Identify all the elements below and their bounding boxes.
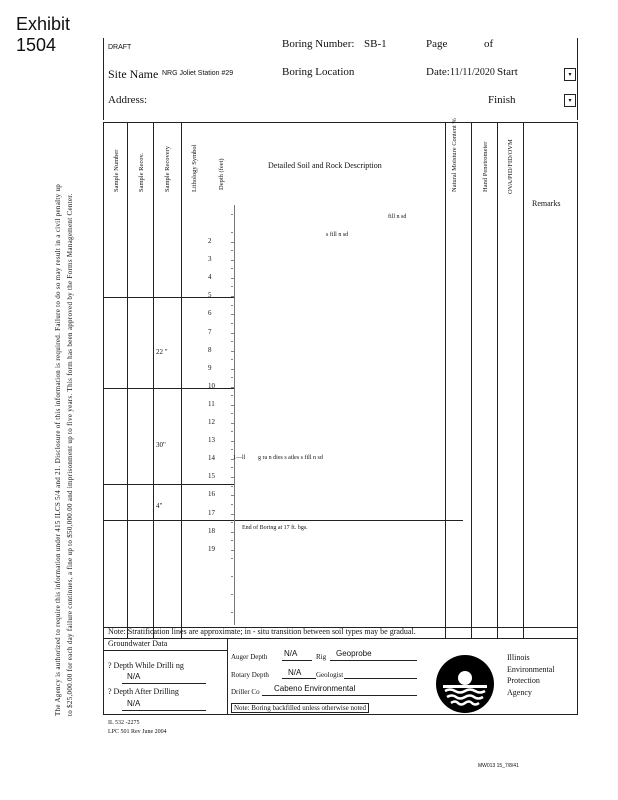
depth-label: 13 [208, 436, 215, 445]
legal-notice-line-1: The Agency is authorized to require this information under 415 ILCS 5/4 and 21. Disclosure of this information is required. Failure to do so may result in a civil penalty up [54, 183, 62, 716]
rig-value[interactable]: Geoprobe [336, 649, 372, 658]
document-id: MW013 15_7/8/41 [478, 763, 519, 769]
depth-minor-tick [231, 486, 233, 487]
col-sep-3 [181, 122, 182, 638]
depth-tick [231, 278, 234, 279]
header-sample-recov: Sample Recov. [138, 153, 145, 192]
sample-row-line-3 [103, 484, 235, 485]
depth-minor-tick [231, 594, 233, 595]
depth-minor-tick [231, 323, 233, 324]
header-left-border [103, 38, 104, 120]
depth-tick [231, 477, 234, 478]
log-lithology-row-14: 1—ll [233, 455, 246, 461]
header-moisture: Natural Moisture Content % [451, 118, 458, 192]
site-name-value[interactable]: NRG Joliet Station #29 [162, 70, 234, 77]
rig-label: Rig [316, 653, 327, 661]
depth-tick [231, 296, 234, 297]
stratification-note: Note: Stratification lines are approximate; in - situ transition between soil types may be gradual. [108, 627, 416, 636]
depth-label: 18 [208, 526, 215, 535]
header-remarks: Remarks [532, 199, 561, 208]
depth-tick [231, 369, 234, 370]
depth-minor-tick [231, 540, 233, 541]
sample-row-line-1 [103, 297, 235, 298]
depth-label: 17 [208, 508, 215, 517]
end-of-boring-note: End of Boring at 17 ft. bgs. [242, 525, 308, 531]
log-desc-row-2: s fill n sd [326, 232, 349, 238]
form-code-1: IL 532 -2275 [108, 720, 140, 726]
col-sep-2 [153, 122, 154, 638]
depth-label: 3 [208, 255, 212, 264]
exhibit-label [16, 14, 70, 56]
note-bottom-border [103, 638, 578, 639]
boring-number-label: Boring Number: [282, 38, 355, 50]
col-sep-5 [471, 122, 472, 638]
depth-minor-tick [231, 286, 233, 287]
agency-name [507, 652, 555, 698]
exhibit-number: 1504 [16, 35, 57, 55]
header-right-border [577, 38, 578, 120]
depth-tick [231, 550, 234, 551]
depth-minor-tick [231, 268, 233, 269]
agency-line-3: Protection [507, 676, 540, 685]
depth-label: 9 [208, 363, 212, 372]
depth-minor-tick [231, 359, 233, 360]
auger-underline [282, 660, 312, 661]
depth-minor-tick [231, 504, 233, 505]
auger-depth-label: Auger Depth [231, 653, 268, 661]
depth-minor-tick [231, 232, 233, 233]
col-sep-7 [523, 122, 524, 638]
depth-tick [231, 242, 234, 243]
site-name-label: Site Name [108, 67, 159, 81]
col-sep-4 [445, 122, 446, 638]
depth-tick [231, 532, 234, 533]
depth-tick [231, 333, 234, 334]
depth-minor-tick [231, 449, 233, 450]
depth-label: 11 [208, 399, 215, 408]
depth-label: 2 [208, 237, 212, 245]
depth-after-drilling-label: ? Depth After Drilling [108, 687, 179, 696]
illinois-epa-logo-icon [435, 654, 495, 714]
dad-underline [122, 710, 206, 711]
depth-minor-tick [231, 214, 233, 215]
of-label: of [484, 38, 494, 50]
finish-label: Finish [488, 94, 516, 106]
depth-label: 4 [208, 273, 212, 282]
dwd-underline [122, 683, 206, 684]
depth-label: 8 [208, 345, 212, 354]
log-left-border [103, 122, 104, 638]
depth-minor-tick [231, 395, 233, 396]
depth-tick [231, 405, 234, 406]
header-ova: OVA/PID/FID/OVM [507, 139, 514, 194]
depth-label: 10 [208, 381, 215, 390]
depth-minor-tick [231, 576, 233, 577]
driller-value[interactable]: Cabeno Environmental [274, 684, 356, 693]
geologist-label: Geologist [316, 671, 344, 679]
depth-minor-tick [231, 341, 233, 342]
header-sample-number: Sample Number [113, 149, 120, 192]
depth-minor-tick [231, 250, 233, 251]
header-depth: Depth (feet) [218, 158, 225, 190]
date-value[interactable]: 11/11/2020 [450, 67, 495, 78]
boring-number-value: SB-1 [364, 38, 387, 50]
agency-line-2: Environmental [507, 664, 555, 674]
depth-label: 14 [208, 454, 215, 463]
rotary-depth-label: Rotary Depth [231, 671, 269, 679]
groundwater-label: Groundwater Data [108, 639, 168, 648]
depth-label: 7 [208, 327, 212, 336]
date-label: Date: [426, 66, 450, 78]
rig-underline [330, 660, 417, 661]
col-sep-1 [127, 122, 128, 638]
end-boring-line [103, 520, 463, 521]
depth-while-drilling-label: ? Depth While Drilli ng [108, 661, 184, 670]
rotary-underline [282, 678, 316, 679]
depth-minor-tick [231, 467, 233, 468]
legal-notice-line-2: to $25,000.00 for each day failure continues, a fine up to $50,000.00 and imprisonment up to five years. This form has been approved by the Forms Management Center. [66, 193, 74, 716]
agency-line-1: Illinois [507, 653, 530, 662]
sample-row-line-2 [103, 388, 235, 389]
footer-groundwater-sep [227, 638, 228, 714]
address-label: Address: [108, 94, 148, 106]
depth-minor-tick [231, 522, 233, 523]
backfill-note: Note: Boring backfilled unless otherwise noted [231, 703, 369, 713]
depth-ruler [234, 205, 235, 625]
depth-label: 5 [208, 291, 212, 300]
start-label: Start [497, 66, 518, 78]
log-desc-row-14: g ra n dies s atles s fill n sd [258, 455, 323, 461]
depth-label: 16 [208, 490, 215, 499]
depth-tick [231, 514, 234, 515]
form-code-2: LPC 501 Rev June 2004 [108, 729, 167, 735]
depth-minor-tick [231, 413, 233, 414]
draft-label: DRAFT [108, 44, 132, 51]
depth-tick [231, 351, 234, 352]
start-dropdown-icon[interactable]: ▾ [564, 68, 576, 81]
depth-minor-tick [231, 305, 233, 306]
groundwater-underline [103, 650, 227, 651]
sample-recovery-2: 30" [156, 441, 166, 449]
exhibit-title: Exhibit [16, 14, 71, 34]
geologist-underline [344, 678, 417, 679]
depth-label: 15 [208, 472, 215, 481]
auger-depth-value[interactable]: N/A [284, 649, 298, 658]
finish-dropdown-icon[interactable]: ▾ [564, 94, 576, 107]
depth-tick [231, 260, 234, 261]
depth-while-drilling-value[interactable]: N/A [127, 672, 141, 681]
header-penetrometer: Hand Penetrometer [482, 141, 489, 192]
log-top-border [103, 122, 578, 123]
sample-recovery-1: 22 " [156, 348, 168, 356]
depth-label: 6 [208, 309, 212, 318]
depth-tick [231, 441, 234, 442]
log-desc-row-1: fill n sd [388, 214, 407, 220]
depth-after-drilling-value[interactable]: N/A [127, 699, 141, 708]
header-sample-recovery: Sample Recovery [164, 145, 171, 192]
driller-label: Driller Co [231, 688, 260, 696]
driller-underline [262, 695, 417, 696]
depth-tick [231, 314, 234, 315]
depth-minor-tick [231, 431, 233, 432]
footer-right-border [577, 638, 578, 714]
depth-label: 19 [208, 544, 215, 553]
col-sep-6 [497, 122, 498, 638]
depth-minor-tick [231, 612, 233, 613]
sample-recovery-3: 4" [156, 502, 163, 510]
header-lithology-symbol: Lithology Symbol [191, 144, 198, 192]
depth-tick [231, 423, 234, 424]
depth-label: 12 [208, 418, 215, 426]
footer-bottom-border [103, 714, 578, 715]
depth-minor-tick [231, 558, 233, 559]
boring-location-label: Boring Location [282, 66, 355, 78]
header-description: Detailed Soil and Rock Description [268, 161, 382, 170]
rotary-depth-value[interactable]: N/A [288, 668, 302, 677]
depth-minor-tick [231, 377, 233, 378]
depth-tick [231, 387, 234, 388]
depth-tick [231, 495, 234, 496]
agency-line-4: Agency [507, 687, 532, 697]
log-right-border [577, 122, 578, 638]
page-label: Page [426, 38, 448, 50]
